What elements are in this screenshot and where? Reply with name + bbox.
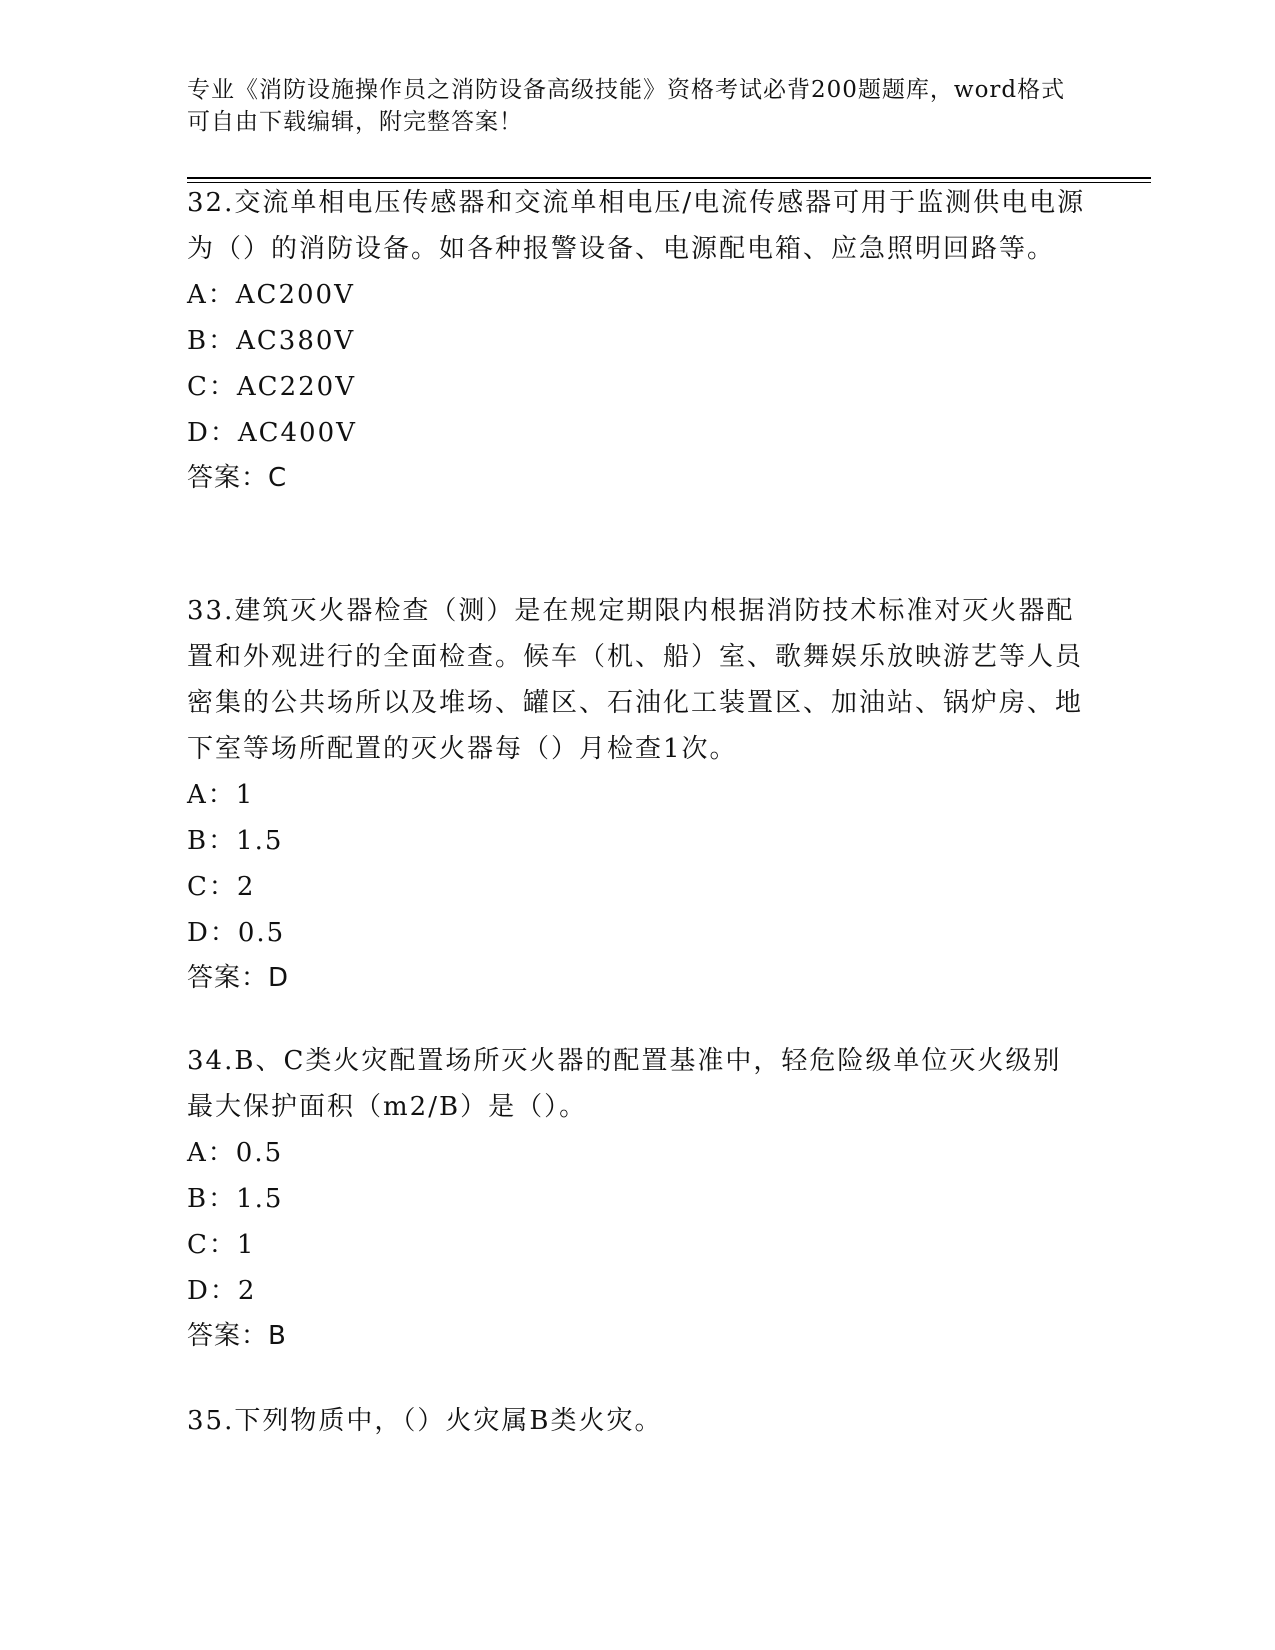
option-a: A：0.5 (187, 1138, 284, 1168)
answer: 答案：C (187, 463, 288, 493)
question-34 (187, 1038, 1087, 1358)
option-a: A：1 (187, 780, 255, 810)
option-d: D：AC400V (187, 418, 357, 448)
option-b: B：1.5 (187, 826, 284, 856)
answer: 答案：B (187, 1321, 287, 1351)
header-divider (187, 177, 1151, 179)
answer: 答案：D (187, 963, 290, 993)
question-stem: 35.下列物质中，（）火灾属B类火灾。 (187, 1406, 663, 1436)
option-a: A：AC200V (187, 280, 355, 310)
option-c: C：AC220V (187, 372, 356, 402)
option-b: B：1.5 (187, 1184, 284, 1214)
question-33 (187, 588, 1087, 1000)
question-stem: 34.B、C类火灾配置场所灭火器的配置基准中，轻危险级单位灭火级别最大保护面积（m2/B）是（）。 (187, 1046, 1062, 1122)
option-b: B：AC380V (187, 326, 356, 356)
question-stem: 32.交流单相电压传感器和交流单相电压/电流传感器可用于监测供电电源为（）的消防设备。如各种报警设备、电源配电箱、应急照明回路等。 (187, 188, 1086, 264)
question-35 (187, 1398, 1087, 1444)
option-d: D：0.5 (187, 918, 286, 948)
question-32 (187, 180, 1087, 500)
option-d: D：2 (187, 1276, 257, 1306)
question-stem: 33.建筑灭火器检查（测）是在规定期限内根据消防技术标准对灭火器配置和外观进行的全面检查。候车（机、船）室、歌舞娱乐放映游艺等人员密集的公共场所以及堆场、罐区、石油化工装置区、加油站、锅炉房、地下室等场所配置的灭火器每（）月检查1次。 (187, 596, 1084, 764)
option-c: C：2 (187, 872, 256, 902)
option-c: C：1 (187, 1230, 256, 1260)
document-header: 专业《消防设施操作员之消防设备高级技能》资格考试必背200题题库，word格式可自由下载编辑，附完整答案！ (187, 77, 1066, 135)
